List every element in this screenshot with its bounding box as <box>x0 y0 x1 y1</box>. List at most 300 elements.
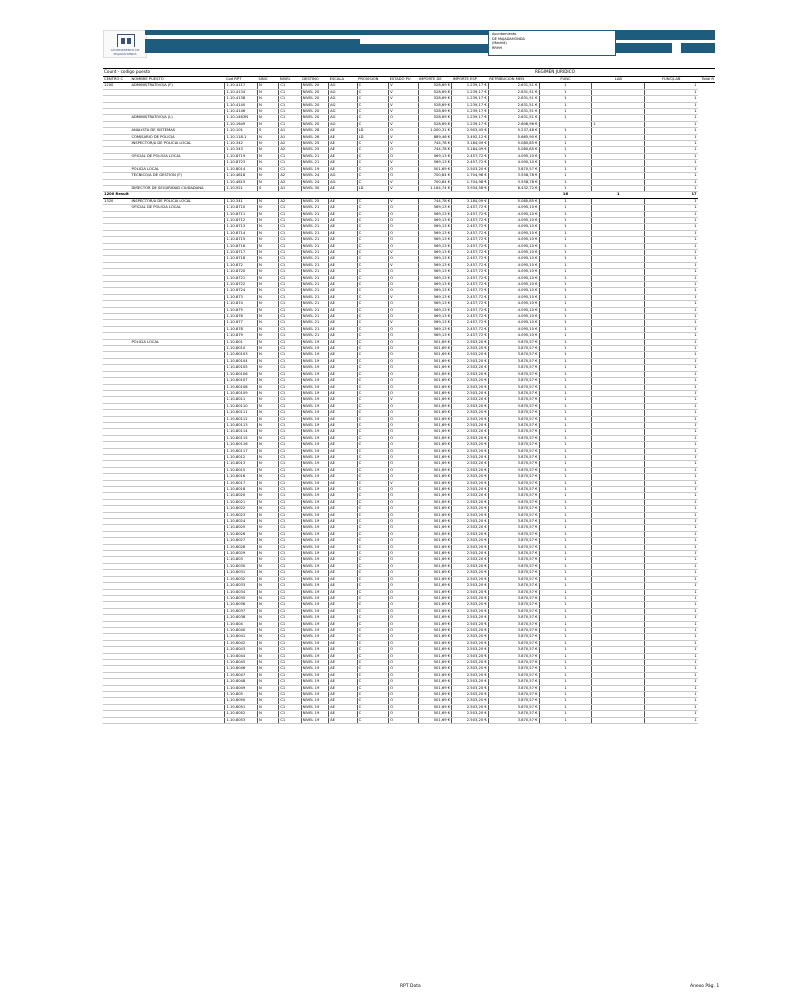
table-cell: 501,69 € <box>418 583 452 589</box>
table-cell: C1 <box>279 467 301 473</box>
table-cell: 501,69 € <box>418 570 452 576</box>
table-cell: N <box>258 365 279 371</box>
table-cell: 1 <box>539 685 592 691</box>
table-cell: 1 <box>645 397 698 403</box>
table-cell: N <box>258 659 279 665</box>
table-cell: 1 <box>645 217 698 223</box>
table-cell: 1 <box>645 134 698 140</box>
table-cell: 501,69 € <box>418 685 452 691</box>
table-cell: N <box>258 115 279 121</box>
table-cell: 1 <box>539 512 592 518</box>
table-cell: 1 <box>645 262 698 268</box>
table-cell: NIVEL 24 <box>301 179 328 185</box>
table-cell: C1 <box>279 262 301 268</box>
table-cell: 501,69 € <box>418 365 452 371</box>
table-cell: C1 <box>279 435 301 441</box>
table-cell: AG <box>329 173 357 179</box>
table-cell: 1 <box>539 96 592 102</box>
table-cell: 1 <box>645 563 698 569</box>
table-cell: 1.704,98 € <box>452 179 489 185</box>
table-cell: C <box>357 249 389 255</box>
table-cell: AE <box>329 378 357 384</box>
table-cell: N <box>258 275 279 281</box>
table-cell: 2.631,51 € <box>488 89 539 95</box>
table-cell: 3.870,57 € <box>488 390 539 396</box>
table-cell: 1.10.80107 <box>225 378 258 384</box>
table-cell: N <box>258 595 279 601</box>
table-cell: NIVEL 19 <box>301 346 328 352</box>
table-cell: 1 <box>645 570 698 576</box>
table-cell: C1 <box>279 166 301 172</box>
table-cell: 1.10.4146 <box>225 109 258 115</box>
table-cell: 3.870,57 € <box>488 371 539 377</box>
table-cell: 1 <box>645 269 698 275</box>
table-cell: 1 <box>645 454 698 460</box>
table-cell: C1 <box>279 89 301 95</box>
table-cell: 501,69 € <box>418 692 452 698</box>
table-cell: 2.503,20 € <box>452 519 489 525</box>
table-cell: 2.503,20 € <box>452 595 489 601</box>
table-cell: N <box>258 224 279 230</box>
table-cell: 2.457,72 € <box>452 301 489 307</box>
table-cell: 4.095,10 € <box>488 275 539 281</box>
table-cell: N <box>258 544 279 550</box>
table-cell: AE <box>329 467 357 473</box>
table-cell: 3.870,57 € <box>488 435 539 441</box>
table-cell: AG <box>329 109 357 115</box>
table-cell: 1.000,31 € <box>418 128 452 134</box>
table-cell: 1.10.8718 <box>225 256 258 262</box>
table-cell: 501,69 € <box>418 525 452 531</box>
table-cell: 1 <box>645 288 698 294</box>
table-cell: C1 <box>279 390 301 396</box>
table-cell: 1.10.80113 <box>225 422 258 428</box>
table-cell: 1 <box>645 602 698 608</box>
table-cell: 2.503,20 € <box>452 166 489 172</box>
table-cell: 501,69 € <box>418 499 452 505</box>
table-cell: C1 <box>279 224 301 230</box>
table-cell: 501,69 € <box>418 435 452 441</box>
table-cell: 3.870,57 € <box>488 698 539 704</box>
table-cell: O <box>389 563 418 569</box>
table-cell: N <box>258 416 279 422</box>
table-cell: NIVEL 19 <box>301 621 328 627</box>
table-cell: O <box>389 243 418 249</box>
table-cell: C <box>357 102 389 108</box>
table-cell: 1 <box>539 557 592 563</box>
table-cell: N <box>258 512 279 518</box>
table-cell: 1 <box>539 570 592 576</box>
table-cell: 4.095,10 € <box>488 237 539 243</box>
table-cell: 3.870,57 € <box>488 493 539 499</box>
table-cell: 1.10.878 <box>225 326 258 332</box>
table-cell: O <box>389 314 418 320</box>
table-cell: C <box>357 672 389 678</box>
table-cell: O <box>389 173 418 179</box>
table-cell: INSPECTOR/A DE POLICIA LOCAL <box>130 198 225 204</box>
table-cell: O <box>389 256 418 262</box>
table-cell: 1.10.8029 <box>225 551 258 557</box>
table-cell: 4.095,10 € <box>488 243 539 249</box>
table-cell: 1.10.8712 <box>225 217 258 223</box>
table-cell: 5.080,85 € <box>488 141 539 147</box>
table-cell: 1 <box>539 474 592 480</box>
table-cell: AE <box>329 326 357 332</box>
table-cell: 2.503,20 € <box>452 647 489 653</box>
table-cell: 2.503,20 € <box>452 538 489 544</box>
table-cell: N <box>258 429 279 435</box>
table-cell: NIVEL 19 <box>301 608 328 614</box>
table-cell: NIVEL 19 <box>301 365 328 371</box>
table-cell: 3.870,57 € <box>488 397 539 403</box>
table-cell: N <box>258 679 279 685</box>
table-cell: NIVEL 21 <box>301 224 328 230</box>
table-cell: C1 <box>279 519 301 525</box>
table-cell: NIVEL 19 <box>301 403 328 409</box>
table-cell: 1 <box>645 371 698 377</box>
table-cell: C1 <box>279 378 301 384</box>
table-cell: 2.503,20 € <box>452 422 489 428</box>
table-cell: 3.870,57 € <box>488 403 539 409</box>
table-cell: C <box>357 121 389 127</box>
table-cell: C <box>357 711 389 717</box>
table-cell: O <box>389 358 418 364</box>
table-cell: 2.503,20 € <box>452 531 489 537</box>
table-cell: 4.095,10 € <box>488 230 539 236</box>
table-cell: V <box>389 480 418 486</box>
table-cell: 3.870,57 € <box>488 422 539 428</box>
table-cell: AE <box>329 217 357 223</box>
table-cell: 1 <box>539 371 592 377</box>
table-cell: NIVEL 19 <box>301 666 328 672</box>
table-cell: AE <box>329 704 357 710</box>
table-cell: C <box>357 467 389 473</box>
table-cell: 501,69 € <box>418 698 452 704</box>
table-cell: 1.10.8715 <box>225 237 258 243</box>
table-cell: C <box>357 480 389 486</box>
table-cell: 1 <box>645 615 698 621</box>
table-cell: NIVEL 20 <box>301 89 328 95</box>
column-header: IMPORTE DE <box>418 77 452 83</box>
table-cell: 2.503,20 € <box>452 634 489 640</box>
table-cell: 700,84 € <box>418 173 452 179</box>
table-cell: 501,69 € <box>418 474 452 480</box>
table-cell: AE <box>329 397 357 403</box>
table-cell: ADMINISTRATIVO/A (F) <box>130 83 225 89</box>
table-cell: 1 <box>539 544 592 550</box>
table-cell: C1 <box>279 365 301 371</box>
table-cell: 6.432,72 € <box>488 185 539 191</box>
table-cell: 1 <box>645 256 698 262</box>
table-cell: ADMINISTRATIVO/A (L) <box>130 115 225 121</box>
table-cell: 569,13 € <box>418 307 452 313</box>
table-cell: 2.503,20 € <box>452 346 489 352</box>
table-cell: 1 <box>645 326 698 332</box>
table-cell: 1.10.8033 <box>225 583 258 589</box>
table-cell: 2.631,51 € <box>488 102 539 108</box>
table-cell: 1 <box>539 519 592 525</box>
table-cell: 1 <box>539 237 592 243</box>
table-cell: NIVEL 21 <box>301 294 328 300</box>
table-cell: C1 <box>279 621 301 627</box>
table-cell: 2.503,20 € <box>452 685 489 691</box>
table-cell: 1 <box>645 525 698 531</box>
table-cell: V <box>389 179 418 185</box>
table-cell: A1 <box>279 134 301 140</box>
table-cell: AG <box>329 179 357 185</box>
table-cell: N <box>258 83 279 89</box>
table-cell: V <box>389 185 418 191</box>
table-cell: 3.870,57 € <box>488 519 539 525</box>
table-cell: N <box>258 288 279 294</box>
table-cell: AE <box>329 647 357 653</box>
table-cell: N <box>258 243 279 249</box>
table-cell: 1.164,74 € <box>418 185 452 191</box>
table-cell: 1 <box>539 365 592 371</box>
table-cell: 1.10.8036 <box>225 602 258 608</box>
table-cell: N <box>258 320 279 326</box>
table-cell: AE <box>329 256 357 262</box>
table-cell: 3.492,12 € <box>452 134 489 140</box>
table-cell: 501,69 € <box>418 595 452 601</box>
table-cell: 1 <box>539 704 592 710</box>
table-cell: C <box>357 563 389 569</box>
table-cell: N <box>258 538 279 544</box>
table-cell: O <box>389 711 418 717</box>
table-cell: O <box>389 474 418 480</box>
table-cell: O <box>389 371 418 377</box>
table-cell: C1 <box>279 544 301 550</box>
table-cell: 1.10.8022 <box>225 506 258 512</box>
table-cell: O <box>389 672 418 678</box>
table-cell: 1 <box>539 595 592 601</box>
table-cell: AE <box>329 538 357 544</box>
table-cell: AE <box>329 282 357 288</box>
table-cell: 1 <box>539 198 592 204</box>
column-header: RETRIBUCION MEN <box>488 77 539 83</box>
table-cell: 1 <box>645 83 698 89</box>
table-cell: 1 <box>645 89 698 95</box>
table-cell: 1 <box>645 679 698 685</box>
table-cell: 1 <box>539 153 592 159</box>
table-cell: 1 <box>645 544 698 550</box>
table-cell: 1.10.80114 <box>225 429 258 435</box>
table-cell: 1 <box>539 615 592 621</box>
table-cell: 1 <box>645 378 698 384</box>
table-cell: 1.10.803 <box>225 557 258 563</box>
table-cell: 3.870,57 € <box>488 627 539 633</box>
table-cell: 1 <box>539 339 592 345</box>
table-cell: N <box>258 704 279 710</box>
table-cell: AE <box>329 679 357 685</box>
table-cell: 528,69 € <box>418 83 452 89</box>
table-cell: 4.095,10 € <box>488 282 539 288</box>
table-cell: 1.10.8713 <box>225 224 258 230</box>
table-cell: 1.10.8710 <box>225 205 258 211</box>
table-cell: 1 <box>539 115 592 121</box>
table-cell: N <box>258 422 279 428</box>
table-cell: N <box>258 256 279 262</box>
table-cell: 1 <box>539 659 592 665</box>
table-cell: 1.10.118.1 <box>225 134 258 140</box>
table-cell: N <box>258 89 279 95</box>
table-cell: 1 <box>645 647 698 653</box>
table-cell: NIVEL 21 <box>301 326 328 332</box>
table-cell: C1 <box>279 717 301 723</box>
table-cell: 3.870,57 € <box>488 531 539 537</box>
table-cell: V <box>389 397 418 403</box>
table-cell: 1 <box>539 333 592 339</box>
table-cell: 1 <box>539 429 592 435</box>
table-cell: 1 <box>645 538 698 544</box>
table-cell: NIVEL 20 <box>301 121 328 127</box>
table-cell: N <box>258 461 279 467</box>
table-cell: AE <box>329 557 357 563</box>
table-cell: NIVEL 28 <box>301 128 328 134</box>
table-cell: C1 <box>279 384 301 390</box>
table-cell: 1.10.873 <box>225 294 258 300</box>
table-cell: C <box>357 685 389 691</box>
table-cell: N <box>258 563 279 569</box>
table-cell: N <box>258 121 279 127</box>
table-cell: AE <box>329 589 357 595</box>
table-cell: AE <box>329 717 357 723</box>
table-cell: 569,13 € <box>418 314 452 320</box>
table-cell: C <box>357 493 389 499</box>
table-cell: 2.631,51 € <box>488 83 539 89</box>
table-cell: AE <box>329 422 357 428</box>
table-cell: C1 <box>279 256 301 262</box>
table-cell: O <box>389 608 418 614</box>
table-cell: 1.10.804 <box>225 621 258 627</box>
table-cell: C1 <box>279 160 301 166</box>
table-cell: 1.10.4818 <box>225 173 258 179</box>
group-total: 16 <box>539 192 592 198</box>
table-cell: C <box>357 410 389 416</box>
table-cell: 2.503,20 € <box>452 551 489 557</box>
table-cell: 2.503,20 € <box>452 576 489 582</box>
table-cell: N <box>258 467 279 473</box>
table-cell: C1 <box>279 448 301 454</box>
table-cell: C <box>357 301 389 307</box>
header-band <box>360 44 488 53</box>
table-cell: 1 <box>645 685 698 691</box>
table-cell: 2.457,72 € <box>452 224 489 230</box>
table-cell: NIVEL 19 <box>301 422 328 428</box>
table-cell: NIVEL 19 <box>301 640 328 646</box>
table-cell: C <box>357 269 389 275</box>
table-cell: 4.095,10 € <box>488 262 539 268</box>
table-cell: C <box>357 602 389 608</box>
table-cell: 1 <box>539 551 592 557</box>
table-cell: 1.10.8011 <box>225 397 258 403</box>
table-cell: 1.10.8016 <box>225 474 258 480</box>
table-cell: 1 <box>645 275 698 281</box>
table-cell: C <box>357 659 389 665</box>
table-cell: 1.10.8047 <box>225 672 258 678</box>
table-cell: C <box>357 224 389 230</box>
table-cell: NIVEL 19 <box>301 685 328 691</box>
table-cell: N <box>258 294 279 300</box>
table-cell: N <box>258 237 279 243</box>
table-cell: 1 <box>645 166 698 172</box>
table-cell: 569,13 € <box>418 301 452 307</box>
table-cell: 2.503,20 € <box>452 448 489 454</box>
table-cell: O <box>389 692 418 698</box>
table-cell: C <box>357 160 389 166</box>
table-cell: 1 <box>645 692 698 698</box>
table-cell: 1 <box>645 499 698 505</box>
table-cell: AE <box>329 659 357 665</box>
table-cell: 1 <box>539 89 592 95</box>
table-cell: O <box>389 461 418 467</box>
table-cell: 569,13 € <box>418 211 452 217</box>
table-cell: 3.870,57 € <box>488 346 539 352</box>
table-cell: N <box>258 96 279 102</box>
table-cell: N <box>258 448 279 454</box>
table-cell: 1.10.4134 <box>225 89 258 95</box>
municipal-logo <box>103 30 147 58</box>
table-cell: 1.239,17 € <box>452 83 489 89</box>
column-header: Cod RPT <box>225 77 258 83</box>
table-cell: NIVEL 19 <box>301 442 328 448</box>
table-cell: C <box>357 576 389 582</box>
table-cell: 2.503,20 € <box>452 499 489 505</box>
table-cell: 5.665,90 € <box>488 134 539 140</box>
table-cell: 1 <box>539 282 592 288</box>
table-cell: NIVEL 30 <box>301 185 328 191</box>
table-cell: C <box>357 153 389 159</box>
table-cell: 3.870,57 € <box>488 461 539 467</box>
table-cell: AG <box>329 115 357 121</box>
table-cell: 1 <box>645 243 698 249</box>
table-cell: NIVEL 19 <box>301 717 328 723</box>
table-cell: 1 <box>645 390 698 396</box>
table-cell: N <box>258 384 279 390</box>
table-cell: O <box>389 224 418 230</box>
table-cell: AE <box>329 352 357 358</box>
table-cell: 1.10.80111 <box>225 410 258 416</box>
table-cell: NIVEL 20 <box>301 109 328 115</box>
table-cell: 3.870,57 € <box>488 525 539 531</box>
table-cell: N <box>258 249 279 255</box>
table-cell: C1 <box>279 320 301 326</box>
table-cell: O <box>389 621 418 627</box>
table-cell: 501,69 € <box>418 410 452 416</box>
table-cell: 1 <box>645 109 698 115</box>
table-cell: NIVEL 19 <box>301 429 328 435</box>
table-cell: O <box>389 679 418 685</box>
table-cell: 501,69 € <box>418 493 452 499</box>
table-cell: 5.080,85 € <box>488 198 539 204</box>
table-cell: C <box>357 531 389 537</box>
table-cell: 501,69 € <box>418 442 452 448</box>
table-cell: N <box>258 282 279 288</box>
table-cell: 501,69 € <box>418 166 452 172</box>
table-cell: NIVEL 19 <box>301 519 328 525</box>
table-cell: AE <box>329 519 357 525</box>
table-cell: 1.10.8035 <box>225 595 258 601</box>
column-header: ESCALA <box>329 77 357 83</box>
table-cell: 1.10.80110 <box>225 403 258 409</box>
table-cell: O <box>389 429 418 435</box>
table-cell: 3.870,57 € <box>488 358 539 364</box>
table-cell: O <box>389 435 418 441</box>
table-cell: AE <box>329 442 357 448</box>
table-cell <box>130 717 225 723</box>
table-cell: 501,69 € <box>418 717 452 723</box>
table-cell: 1 <box>645 659 698 665</box>
